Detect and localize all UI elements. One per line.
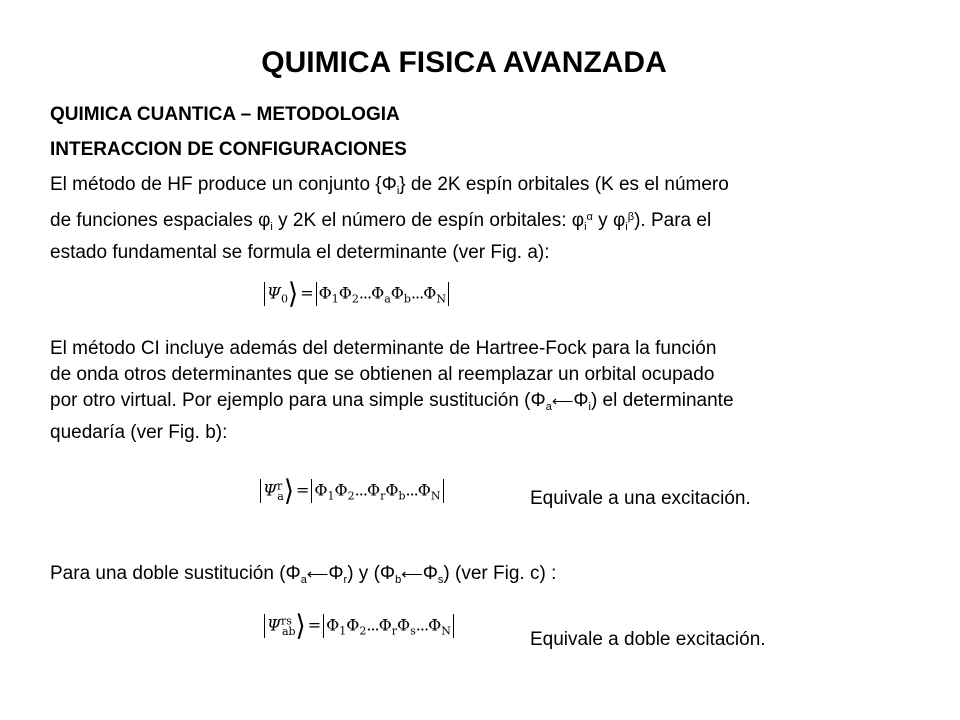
subscript: s [437,574,444,586]
text: ) el determinante [590,390,734,411]
phi-symbol: Φ [371,283,385,303]
arrow-left-icon: ⟵ [551,393,574,410]
arrow-left-icon: ⟵ [306,566,329,583]
ci-line-2: de onda otros determinantes que se obtienen al reemplazar un orbital ocupado [50,364,715,385]
phi-symbol: Φ [338,283,352,303]
subscript: a [300,574,307,586]
phi-symbol: Φ [423,283,437,303]
subscript: r [391,624,398,638]
psi-symbol: Ψ [267,615,282,635]
superscript: rs [281,614,292,628]
subscript: i [588,401,591,413]
subscript: i [396,185,400,197]
phi-symbol: Φ [334,480,348,500]
text: de funciones espaciales [50,210,259,231]
double-excitation-note: Equivale a doble excitación. [530,629,766,650]
phi-symbol: Φ [573,390,589,411]
phi-symbol: Φ [417,480,431,500]
ket-bracket: ⟩ [283,474,295,508]
bar [448,282,449,306]
subscript: i [625,221,628,233]
text: Para una doble sustitución ( [50,563,286,584]
equals-sign: = [300,283,314,303]
single-excitation-note: Equivale a una excitación. [530,488,751,509]
single-substitution-equation [258,474,446,508]
superscript: r [277,479,283,493]
text: ) y ( [347,563,380,584]
phi-symbol: Φ [328,563,344,584]
subscript: a [545,401,552,413]
phi-symbol: Φ [379,563,396,584]
ket-bracket: ⟩ [295,609,306,643]
bar [316,282,317,306]
phi-symbol: Φ [326,615,340,635]
hf-line-2 [50,204,930,240]
text: y 2K el número de espín orbitales: [272,210,572,231]
ellipsis: ... [354,480,367,500]
equals-sign: = [296,480,310,500]
page-title: QUIMICA FISICA AVANZADA [261,46,667,79]
subsection-heading: INTERACCION DE CONFIGURACIONES [50,139,407,160]
phi-symbol: φ [258,210,271,231]
psi-symbol: Ψ [263,480,278,500]
section-heading: QUIMICA CUANTICA – METODOLOGIA [50,104,400,125]
subscript: i [584,221,587,233]
bar [264,614,265,638]
subscript: b [403,292,411,306]
text: ) (ver Fig. c) : [443,563,557,584]
text: El método de HF produce un conjunto { [50,174,382,195]
subscript: 2 [359,624,367,638]
bar [323,614,324,638]
subscript: ab [281,624,296,638]
text: por otro virtual. Por ejemplo para una simple sustitución ( [50,390,531,411]
ci-paragraph [50,336,930,446]
ellipsis: ... [366,615,379,635]
subscript: 1 [327,489,335,503]
phi-symbol: Φ [285,563,301,584]
ket-bracket: ⟩ [288,277,299,311]
superscript: α [586,211,593,223]
subscript: a [277,489,284,503]
phi-symbol: Φ [318,283,332,303]
superscript: β [627,211,635,223]
phi-symbol: Φ [422,563,438,584]
double-paragraph [50,561,930,593]
phi-symbol: Φ [378,615,392,635]
hf-line-3: estado fundamental se formula el determinante (ver Fig. a): [50,242,550,263]
subscript: N [436,292,446,306]
ground-state-equation [262,277,451,311]
phi-symbol: φ [612,210,626,231]
bar [453,614,454,638]
double-substitution-equation [262,609,456,643]
equals-sign: = [307,615,322,635]
bar [264,282,265,306]
subscript: 1 [331,292,339,306]
bar [260,479,261,503]
phi-symbol: Φ [530,390,546,411]
subscript: i [270,221,273,233]
phi-symbol: Φ [314,480,328,500]
ci-line-4: quedaría (ver Fig. b): [50,422,228,443]
subscript: N [430,489,441,503]
phi-symbol: Φ [397,615,411,635]
phi-symbol: Φ [385,480,399,500]
subscript: s [410,624,416,638]
phi-symbol: Φ [366,480,381,500]
double-line [50,561,930,593]
psi-symbol: Ψ [267,283,282,303]
bar [443,479,444,503]
subscript: 2 [351,292,359,306]
text: ). Para el [634,210,712,231]
text: y [592,210,613,231]
subscript: r [343,574,348,586]
phi-symbol: Φ [428,615,442,635]
subscript: b [398,489,406,503]
phi-symbol: φ [571,210,585,231]
ellipsis: ... [410,283,424,303]
hf-line-1 [50,172,930,204]
ellipsis: ... [405,480,418,500]
phi-symbol: Φ [381,174,397,195]
subscript: 2 [347,489,355,503]
phi-symbol: Φ [390,283,404,303]
ellipsis: ... [358,283,372,303]
subscript: 0 [281,292,289,306]
subscript: r [380,489,386,503]
subscript: 1 [339,624,347,638]
subscript: N [441,624,451,638]
phi-symbol: Φ [346,615,360,635]
ci-line-1: El método CI incluye además del determinante de Hartree-Fock para la función [50,338,717,359]
bar [311,479,312,503]
ci-line-3 [50,388,930,420]
subscript: b [395,574,402,586]
text: } de 2K espín orbitales (K es el número [399,174,729,195]
hf-paragraph [50,172,930,266]
ellipsis: ... [415,615,429,635]
arrow-left-icon: ⟵ [401,566,423,583]
subscript: a [384,292,391,306]
